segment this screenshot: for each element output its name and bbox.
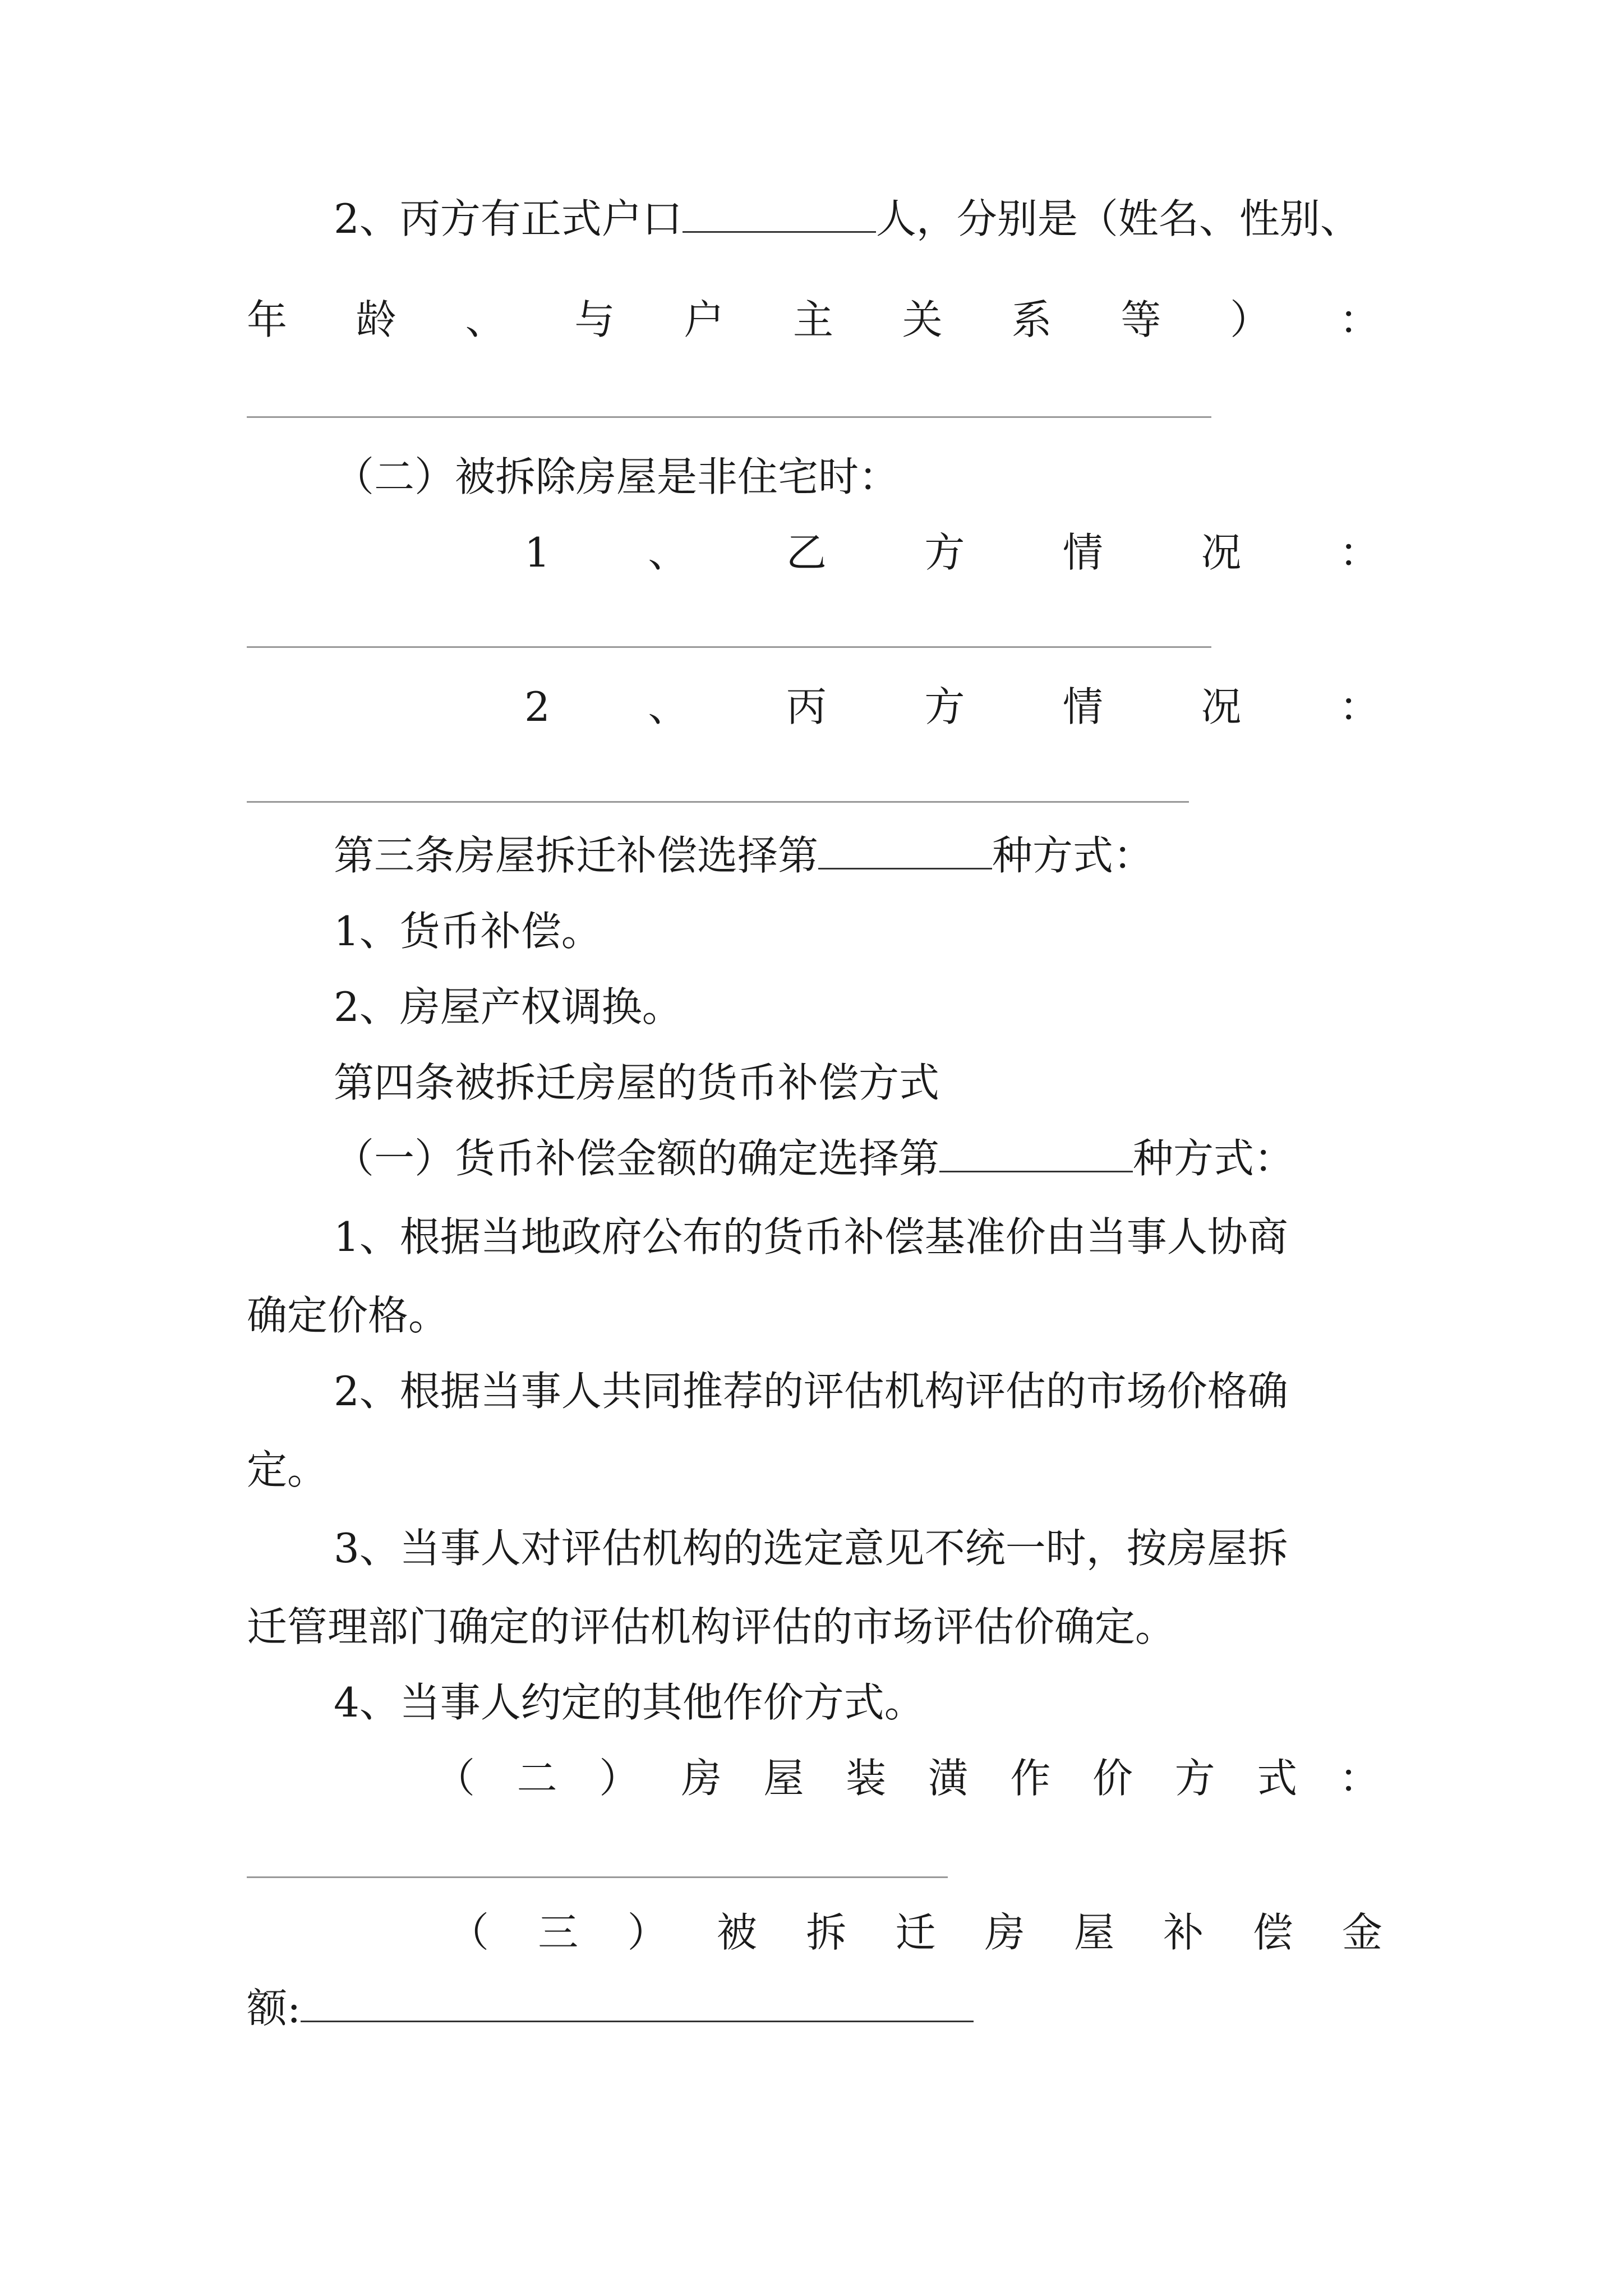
option-monetary: 1、货币补偿。	[334, 908, 602, 955]
bing-hukou-suffix: 人，分别是（姓名、性别、	[875, 195, 1361, 242]
justified-char: 方	[1174, 1755, 1215, 1802]
justified-char: ）	[599, 1755, 640, 1802]
justified-char: 情	[1062, 683, 1103, 730]
amount-method-blank[interactable]	[939, 1139, 1133, 1172]
justified-char: 等	[1121, 296, 1161, 343]
item-yi-line	[524, 524, 1380, 581]
article-3-line	[334, 827, 1154, 884]
justified-char: 况	[1201, 529, 1242, 576]
justified-char: 装	[846, 1755, 887, 1802]
justified-char: 、	[465, 296, 506, 343]
article-4-item-3: 3、当事人对评估机构的选定意见不统一时，按房屋拆	[334, 1525, 1288, 1572]
justified-char: （	[449, 1909, 490, 1956]
article-4-sub1-suffix: 种方式：	[1133, 1135, 1295, 1182]
article-4-sub2-line	[435, 1750, 1380, 1806]
fill-in-line-decoration[interactable]	[247, 1876, 948, 1878]
section-nonresidential: （二）被拆除房屋是非住宅时：	[334, 453, 900, 500]
justified-char: ）	[627, 1909, 668, 1956]
justified-char: 、	[648, 683, 689, 730]
compensation-method-blank[interactable]	[818, 836, 992, 869]
justified-char: 与	[574, 296, 615, 343]
justified-char: ）	[1230, 296, 1271, 343]
justified-char: 房	[681, 1755, 722, 1802]
justified-char: ：	[1339, 296, 1380, 343]
article-3-prefix: 第三条房屋拆迁补偿选择第	[334, 832, 819, 879]
justified-char: 迁	[895, 1909, 936, 1956]
hukou-count-blank[interactable]	[683, 200, 876, 233]
justified-char: 被	[716, 1909, 757, 1956]
article-4-item-2: 2、根据当事人共同推荐的评估机构评估的市场价格确	[334, 1368, 1288, 1415]
article-4-item-3-cont: 迁管理部门确定的评估机构评估的市场评估价确定。	[247, 1603, 1176, 1650]
bing-hukou-line	[334, 191, 1361, 247]
justified-char: 式	[1257, 1755, 1298, 1802]
justified-char: 方	[924, 683, 965, 730]
justified-char: 二	[517, 1755, 557, 1802]
justified-char: （	[435, 1755, 476, 1802]
justified-char: 、	[648, 529, 689, 576]
item-bing-line	[524, 679, 1380, 735]
compensation-amount-blank[interactable]	[301, 1989, 974, 2022]
article-4-sub3-cont-line	[247, 1980, 974, 2036]
justified-char: 屋	[763, 1755, 804, 1802]
justified-char: 情	[1062, 529, 1103, 576]
justified-char: 潢	[928, 1755, 969, 1802]
justified-char: 房	[984, 1909, 1025, 1956]
justified-char: 金	[1341, 1909, 1382, 1956]
article-4-sub1-prefix: （一）货币补偿金额的确定选择第	[334, 1135, 940, 1182]
bing-hukou-prefix: 2、丙方有正式户口	[334, 195, 683, 242]
justified-char: 三	[538, 1909, 579, 1956]
justified-char: 拆	[806, 1909, 847, 1956]
article-4-sub3-cont: 额:	[247, 1985, 301, 2032]
justified-char: 补	[1163, 1909, 1204, 1956]
article-4-item-1-cont: 确定价格。	[247, 1292, 449, 1339]
justified-char: 主	[792, 296, 833, 343]
article-4-item-2-cont: 定。	[247, 1446, 328, 1493]
fill-in-line-yi[interactable]	[247, 646, 1211, 648]
article-4-title: 第四条被拆迁房屋的货币补偿方式	[334, 1059, 940, 1106]
justified-char: 龄	[356, 296, 396, 343]
justified-char: 丙	[786, 683, 827, 730]
justified-char: 1	[524, 529, 550, 576]
option-property-exchange: 2、房屋产权调换。	[334, 983, 683, 1030]
justified-char: 系	[1011, 296, 1052, 343]
article-3-suffix: 种方式：	[992, 832, 1154, 879]
fill-in-line-hukou[interactable]	[247, 416, 1211, 418]
justified-char: 方	[924, 529, 965, 576]
justified-char: ：	[1339, 1755, 1380, 1802]
justified-char: 年	[247, 296, 288, 343]
justified-char: ：	[1339, 683, 1380, 730]
justified-char: ：	[1339, 529, 1380, 576]
article-4-sub1-line	[334, 1130, 1294, 1186]
justified-char: 户	[684, 296, 725, 343]
justified-char: 2	[524, 683, 550, 730]
justified-char: 偿	[1252, 1909, 1293, 1956]
article-4-item-1: 1、根据当地政府公布的货币补偿基准价由当事人协商	[334, 1213, 1288, 1260]
justified-char: 况	[1201, 683, 1242, 730]
justified-char: 乙	[786, 529, 827, 576]
justified-char: 价	[1092, 1755, 1133, 1802]
article-4-item-4: 4、当事人约定的其他作价方式。	[334, 1679, 925, 1726]
fill-in-line-bing[interactable]	[247, 801, 1189, 803]
justified-char: 屋	[1074, 1909, 1115, 1956]
bing-hukou-cont-line	[247, 292, 1380, 348]
article-4-sub3-line	[449, 1904, 1382, 1961]
justified-char: 关	[902, 296, 943, 343]
justified-char: 作	[1010, 1755, 1051, 1802]
